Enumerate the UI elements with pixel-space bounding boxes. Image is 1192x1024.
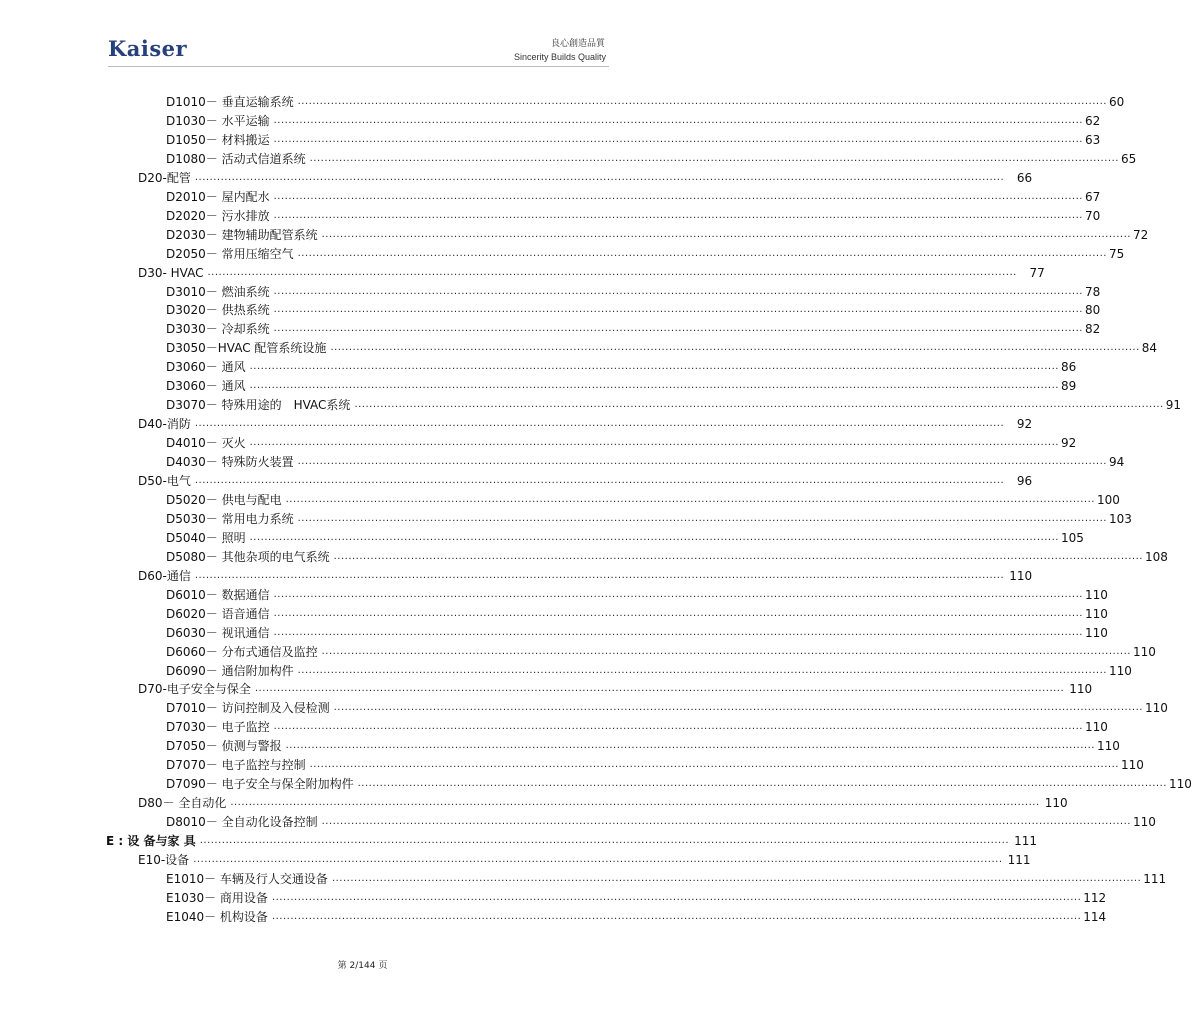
- toc-leader-dots: ............................................................................................................................................................................................................................: [273, 209, 1083, 221]
- toc-leader-dots: ............................................................................................................................................................................................................................: [330, 342, 1140, 354]
- toc-entry-page: 92: [1016, 417, 1033, 432]
- toc-leader-dots: ............................................................................................................................................................................................................................: [207, 266, 1017, 278]
- toc-entry[interactable]: [166, 432, 1077, 451]
- toc-entry[interactable]: [166, 868, 1167, 886]
- toc-entry-label: D6020－ 语音通信: [166, 606, 270, 621]
- toc-entry-label: D5020－ 供电与配电: [166, 492, 282, 507]
- toc-leader-dots: ............................................................................................................................................................................................................................: [309, 759, 1119, 771]
- toc-entry-page: 91: [1165, 398, 1182, 413]
- toc-entry-label: D1030－ 水平运输: [166, 113, 270, 128]
- toc-leader-dots: ............................................................................................................................................................................................................................: [271, 910, 1082, 922]
- toc-entry-page: 110: [1120, 758, 1144, 773]
- toc-entry-label: D7070－ 电子监控与控制: [166, 758, 306, 773]
- slogan-english: Sincerity Builds Quality: [513, 52, 606, 62]
- toc-leader-dots: ............................................................................................................................................................................................................................: [273, 626, 1083, 638]
- page-number: 第 2/144 页: [337, 961, 388, 971]
- toc-leader-dots: ............................................................................................................................................................................................................................: [194, 171, 1005, 183]
- toc-entry-label: D60-通信: [138, 568, 191, 583]
- toc-entry-page: 110: [1084, 720, 1108, 735]
- toc-entry-label: D4030－ 特殊防火装置: [166, 455, 294, 470]
- toc-entry-page: 92: [1060, 436, 1077, 451]
- toc-leader-dots: ............................................................................................................................................................................................................................: [321, 228, 1131, 240]
- toc-entry[interactable]: [138, 849, 1031, 867]
- toc-entry[interactable]: [166, 205, 1101, 223]
- toc-entry-label: D30- HVAC: [138, 265, 204, 280]
- toc-entry-page: 60: [1108, 95, 1125, 109]
- toc-entry[interactable]: [138, 262, 1045, 280]
- toc-entry[interactable]: [138, 792, 1068, 811]
- toc-entry-page: 111: [1014, 834, 1038, 849]
- toc-entry-label: D5080－ 其他杂项的电气系统: [166, 549, 330, 564]
- toc-entry-label: D5030－ 常用电力系统: [166, 511, 294, 526]
- toc-entry-page: 110: [1084, 625, 1108, 640]
- toc-entry[interactable]: [166, 375, 1077, 394]
- toc-entry-label: E1030－ 商用设备: [166, 890, 268, 905]
- toc-entry-label: E : 设 备与家 具: [106, 834, 196, 849]
- toc-entry-label: D7090－ 电子安全与保全附加构件: [166, 777, 354, 792]
- toc-entry[interactable]: [166, 508, 1132, 526]
- toc-entry[interactable]: [166, 337, 1158, 356]
- toc-leader-dots: ............................................................................................................................................................................................................................: [297, 664, 1107, 676]
- toc-leader-dots: ............................................................................................................................................................................................................................: [321, 645, 1131, 657]
- toc-entry[interactable]: [166, 129, 1101, 147]
- toc-entry[interactable]: [166, 697, 1168, 716]
- toc-entry-page: 100: [1096, 492, 1120, 507]
- toc-entry-label: E1040－ 机构设备: [166, 909, 268, 924]
- toc-entry[interactable]: [166, 394, 1182, 413]
- toc-entry-label: D70-电子安全与保全: [138, 682, 251, 697]
- toc-entry-page: 80: [1084, 303, 1101, 318]
- toc-entry-label: D4010－ 灭火: [166, 436, 246, 451]
- toc-leader-dots: ............................................................................................................................................................................................................................: [273, 588, 1083, 600]
- toc-entry-label: D3060－ 通风: [166, 379, 246, 394]
- toc-leader-dots: ............................................................................................................................................................................................................................: [194, 475, 1005, 486]
- toc-entry-label: D2010－ 屋内配水: [166, 189, 270, 204]
- toc-entry[interactable]: [166, 811, 1156, 830]
- toc-entry[interactable]: [106, 830, 1038, 849]
- toc-leader-dots: ............................................................................................................................................................................................................................: [249, 531, 1059, 543]
- toc-leader-dots: ............................................................................................................................................................................................................................: [273, 285, 1083, 297]
- toc-leader-dots: ............................................................................................................................................................................................................................: [297, 247, 1107, 259]
- toc-entry-page: 86: [1060, 360, 1077, 375]
- toc-leader-dots: ............................................................................................................................................................................................................................: [297, 512, 1107, 524]
- toc-entry[interactable]: [166, 754, 1144, 773]
- toc-entry-page: 70: [1084, 208, 1101, 223]
- toc-entry-label: D7010－ 访问控制及入侵检测: [166, 701, 330, 716]
- toc-entry[interactable]: [166, 91, 1125, 109]
- toc-entry-label: D6090－ 通信附加构件: [166, 663, 294, 678]
- toc-leader-dots: ............................................................................................................................................................................................................................: [333, 702, 1143, 714]
- toc-entry-label: D3020－ 供热系统: [166, 303, 270, 318]
- toc-entry[interactable]: [166, 299, 1101, 318]
- toc-entry[interactable]: [166, 224, 1149, 242]
- toc-leader-dots: ............................................................................................................................................................................................................................: [254, 683, 1065, 695]
- toc-entry-page: 111: [1143, 871, 1167, 886]
- toc-entry[interactable]: [166, 641, 1156, 659]
- toc-entry-page: 105: [1060, 530, 1084, 545]
- toc-entry-page: 96: [1016, 474, 1033, 488]
- toc-entry[interactable]: [166, 527, 1084, 545]
- toc-entry[interactable]: [138, 470, 1033, 488]
- toc-entry-page: 111: [1007, 853, 1031, 867]
- toc-entry-label: D50-电气: [138, 474, 191, 488]
- toc-entry-page: 78: [1084, 284, 1101, 299]
- toc-entry-label: D1080－ 活动式信道系统: [166, 151, 306, 166]
- toc-entry[interactable]: [166, 281, 1101, 299]
- toc-entry[interactable]: [166, 186, 1101, 204]
- toc-entry-page: 110: [1132, 815, 1156, 830]
- toc-entry-page: 77: [1029, 265, 1045, 280]
- toc-leader-dots: ............................................................................................................................................................................................................................: [297, 96, 1107, 107]
- toc-entry-label: D6060－ 分布式通信及监控: [166, 644, 318, 659]
- toc-entry-label: D80－ 全自动化: [138, 796, 227, 811]
- toc-leader-dots: ............................................................................................................................................................................................................................: [331, 872, 1142, 884]
- toc-entry-label: D7030－ 电子监控: [166, 720, 270, 735]
- toc-entry[interactable]: [138, 565, 1033, 583]
- toc-entry-page: 82: [1084, 322, 1101, 337]
- toc-leader-dots: ............................................................................................................................................................................................................................: [285, 493, 1095, 505]
- toc-entry[interactable]: [166, 603, 1108, 621]
- slogan-chinese: 良心創造品質: [550, 39, 605, 49]
- toc-entry-page: 103: [1108, 511, 1132, 526]
- toc-entry[interactable]: [138, 413, 1033, 432]
- toc-leader-dots: ............................................................................................................................................................................................................................: [194, 569, 1005, 581]
- toc-entry[interactable]: [166, 489, 1120, 507]
- toc-entry-page: 94: [1108, 455, 1125, 470]
- toc-entry[interactable]: [166, 110, 1101, 128]
- toc-leader-dots: ............................................................................................................................................................................................................................: [273, 304, 1083, 316]
- toc-leader-dots: ............................................................................................................................................................................................................................: [354, 399, 1164, 411]
- toc-entry[interactable]: [166, 546, 1168, 564]
- toc-entry-page: 110: [1084, 606, 1108, 621]
- toc-entry[interactable]: [166, 622, 1108, 640]
- toc-leader-dots: ............................................................................................................................................................................................................................: [285, 740, 1095, 752]
- toc-entry-page: 110: [1096, 739, 1120, 754]
- toc-entry-label: D3010－ 燃油系统: [166, 284, 270, 299]
- toc-leader-dots: ............................................................................................................................................................................................................................: [271, 891, 1082, 903]
- toc-entry-page: 110: [1168, 777, 1192, 792]
- toc-entry-label: D40-消防: [138, 417, 191, 432]
- toc-entry-label: D2020－ 污水排放: [166, 208, 270, 223]
- toc-entry[interactable]: [166, 584, 1108, 602]
- toc-entry-page: 110: [1069, 682, 1093, 697]
- toc-leader-dots: ............................................................................................................................................................................................................................: [273, 607, 1083, 619]
- toc-entry[interactable]: [166, 451, 1125, 470]
- toc-entry[interactable]: [166, 716, 1108, 735]
- toc-entry-page: 110: [1108, 663, 1132, 678]
- toc-entry-page: 65: [1120, 151, 1137, 166]
- toc-entry[interactable]: [166, 356, 1077, 375]
- toc-entry-label: D1010－ 垂直运输系统: [166, 95, 294, 109]
- toc-entry-label: D7050－ 侦测与警报: [166, 739, 282, 754]
- toc-entry[interactable]: [166, 906, 1107, 924]
- toc-entry-label: D3070－ 特殊用途的 HVAC系统: [166, 398, 351, 413]
- toc-leader-dots: ............................................................................................................................................................................................................................: [321, 816, 1131, 828]
- toc-entry-label: D1050－ 材料搬运: [166, 132, 270, 147]
- toc-leader-dots: ............................................................................................................................................................................................................................: [230, 797, 1040, 809]
- toc-entry[interactable]: [166, 773, 1192, 792]
- toc-entry-label: D3030－ 冷却系统: [166, 322, 270, 337]
- toc-entry-page: 63: [1084, 132, 1101, 147]
- toc-entry-label: D3050－HVAC 配管系统设施: [166, 341, 327, 356]
- toc-leader-dots: ............................................................................................................................................................................................................................: [193, 854, 1003, 865]
- toc-entry-label: E1010－ 车辆及行人交通设备: [166, 871, 328, 886]
- toc-leader-dots: ............................................................................................................................................................................................................................: [249, 380, 1059, 392]
- toc-entry-page: 67: [1084, 189, 1101, 204]
- toc-entry[interactable]: [138, 167, 1033, 185]
- toc-entry[interactable]: [166, 735, 1120, 754]
- toc-leader-dots: ............................................................................................................................................................................................................................: [273, 133, 1083, 145]
- toc-leader-dots: ............................................................................................................................................................................................................................: [333, 550, 1143, 562]
- toc-entry-page: 114: [1083, 909, 1107, 924]
- company-logo: Kaiser: [108, 36, 188, 61]
- toc-entry-label: E10-设备: [138, 853, 190, 867]
- toc-leader-dots: ............................................................................................................................................................................................................................: [249, 361, 1059, 373]
- toc-entry-page: 108: [1144, 549, 1168, 564]
- toc-leader-dots: ............................................................................................................................................................................................................................: [273, 721, 1083, 733]
- toc-entry-label: D6030－ 视讯通信: [166, 625, 270, 640]
- toc-leader-dots: ............................................................................................................................................................................................................................: [273, 323, 1083, 335]
- toc-entry-label: D6010－ 数据通信: [166, 587, 270, 602]
- toc-leader-dots: ............................................................................................................................................................................................................................: [199, 835, 1010, 847]
- toc-entry[interactable]: [166, 148, 1137, 166]
- toc-entry-label: D2030－ 建物辅助配管系统: [166, 227, 318, 242]
- toc-entry-page: 72: [1132, 227, 1149, 242]
- toc-entry[interactable]: [166, 243, 1125, 261]
- toc-leader-dots: ............................................................................................................................................................................................................................: [273, 190, 1083, 202]
- toc-leader-dots: ............................................................................................................................................................................................................................: [357, 778, 1167, 790]
- toc-leader-dots: ............................................................................................................................................................................................................................: [273, 114, 1083, 126]
- toc-entry-page: 110: [1044, 796, 1068, 811]
- toc-entry-page: 112: [1083, 890, 1107, 905]
- toc-entry-label: D3060－ 通风: [166, 360, 246, 375]
- toc-entry-page: 110: [1009, 568, 1033, 583]
- toc-entry[interactable]: [138, 678, 1093, 697]
- toc-entry-label: D20-配管: [138, 170, 191, 185]
- toc-entry-page: 110: [1144, 701, 1168, 716]
- toc-leader-dots: ............................................................................................................................................................................................................................: [309, 152, 1119, 164]
- toc-entry-page: 75: [1108, 246, 1125, 261]
- toc-leader-dots: ............................................................................................................................................................................................................................: [297, 456, 1107, 468]
- toc-entry-page: 110: [1084, 587, 1108, 602]
- toc-entry-page: 110: [1132, 644, 1156, 659]
- toc-entry-label: D5040－ 照明: [166, 530, 246, 545]
- toc-entry[interactable]: [166, 318, 1101, 337]
- toc-entry-label: D2050－ 常用压缩空气: [166, 246, 294, 261]
- toc-entry-label: D8010－ 全自动化设备控制: [166, 815, 318, 830]
- toc-entry-page: 84: [1141, 341, 1158, 356]
- toc-entry-page: 62: [1084, 113, 1101, 128]
- toc-entry-page: 89: [1060, 379, 1077, 394]
- header-divider: [108, 66, 609, 67]
- toc-entry[interactable]: [166, 660, 1132, 678]
- toc-leader-dots: ............................................................................................................................................................................................................................: [194, 418, 1005, 430]
- toc-entry[interactable]: [166, 887, 1107, 905]
- toc-leader-dots: ............................................................................................................................................................................................................................: [249, 437, 1059, 449]
- toc-entry-page: 66: [1016, 170, 1033, 185]
